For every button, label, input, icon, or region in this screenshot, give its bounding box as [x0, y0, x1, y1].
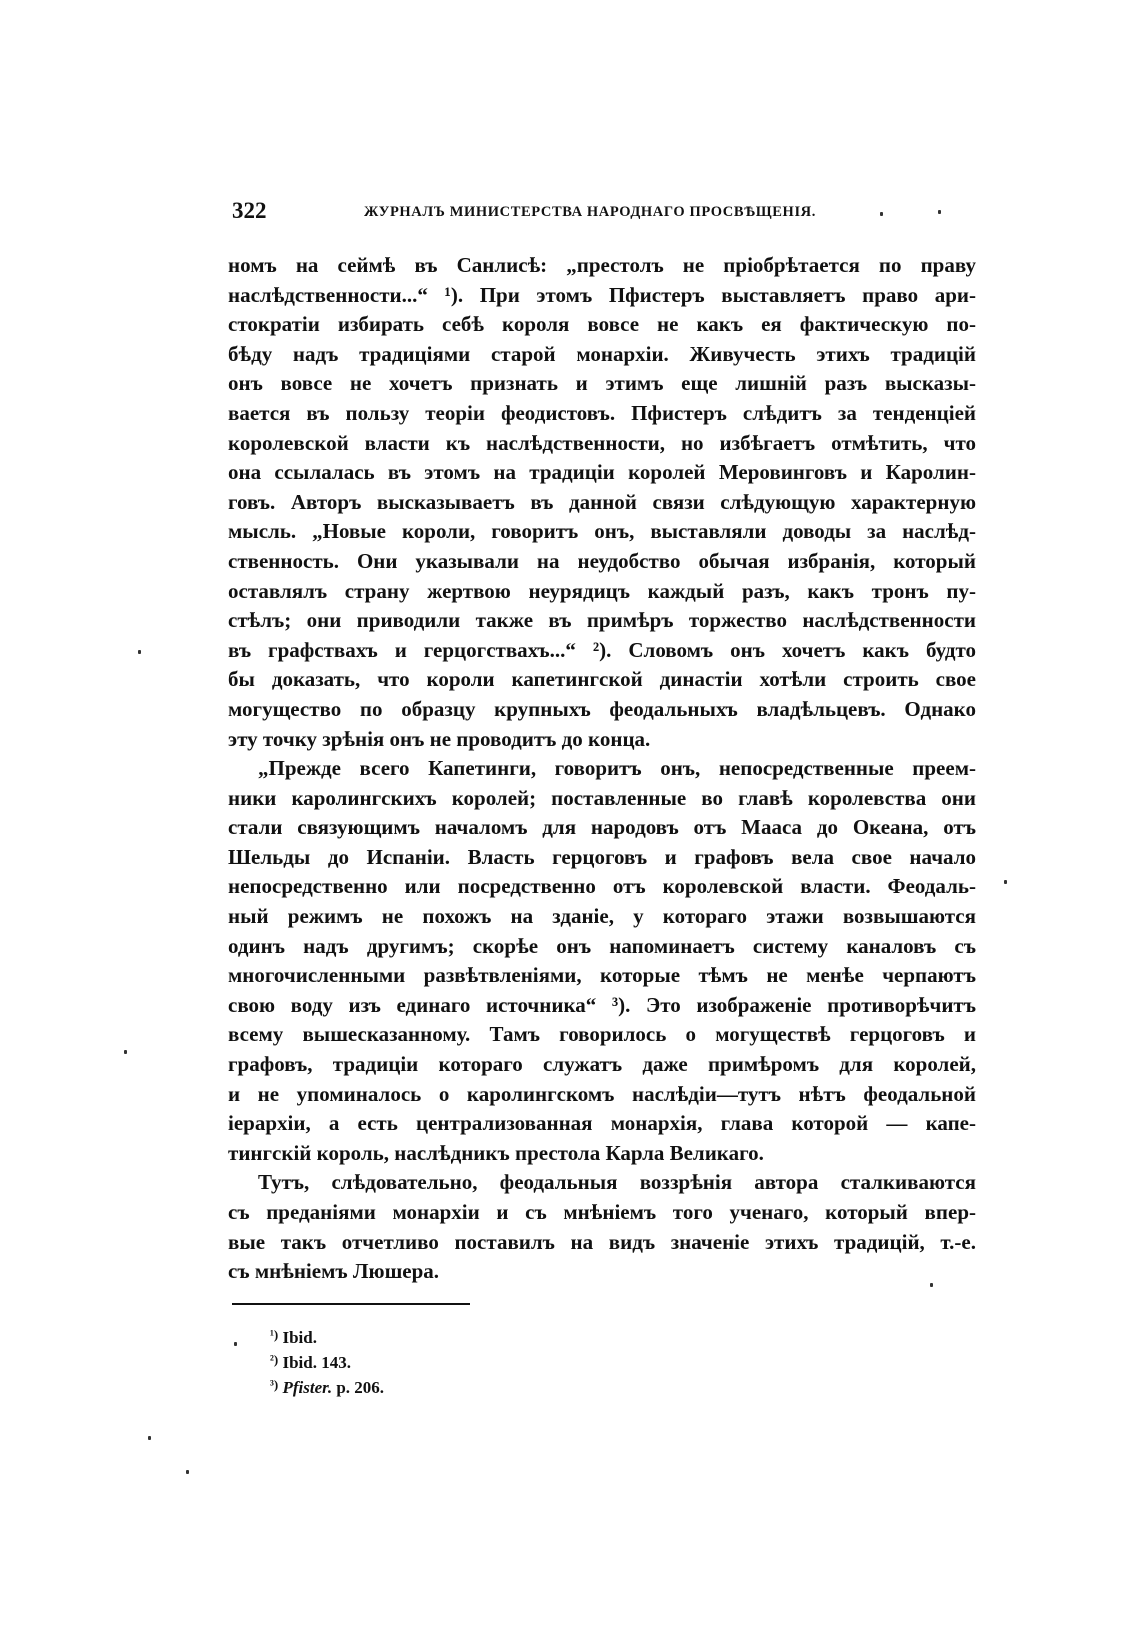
text-line: и не упоминалось о каролингскомъ наслѣдіи—тутъ нѣтъ феодальной	[228, 1081, 976, 1106]
text-line: наслѣдственности...“ ¹). При этомъ Пфистеръ выставляетъ право ари-	[228, 282, 976, 307]
footnote-item	[270, 1372, 570, 1397]
text-line: могущество по образцу крупныхъ феодальныхъ владѣльцевъ. Однако	[228, 696, 976, 721]
text-line: непосредственно или посредственно отъ королевской власти. Феодаль-	[228, 874, 976, 899]
text-line: бы доказать, что короли капетингской династіи хотѣли строить свое	[228, 667, 976, 692]
text-line: мысль. „Новые короли, говоритъ онъ, выставляли доводы за наслѣд-	[228, 519, 976, 544]
scan-speck	[148, 1436, 151, 1440]
footnotes	[270, 1322, 570, 1397]
footnote-text: p. 206.	[332, 1378, 385, 1397]
footnote-item	[270, 1322, 570, 1347]
text-line: онъ вовсе не хочетъ признать и этимъ еще лишній разъ высказы-	[228, 371, 976, 396]
scan-speck	[880, 212, 883, 216]
text-line: одинъ надъ другимъ; скорѣе онъ напоминаетъ систему каналовъ съ	[228, 933, 976, 958]
text-line: въ графствахъ и герцогствахъ...“ ²). Словомъ онъ хочетъ какъ будто	[228, 637, 976, 662]
scan-speck	[124, 1050, 127, 1054]
text-line: ственность. Они указывали на неудобство обычая избранія, который	[228, 548, 976, 573]
text-line: съ преданіями монархіи и съ мнѣніемъ того ученаго, который впер-	[228, 1200, 976, 1224]
text-line: оставлялъ страну жертвою неурядицъ каждый разъ, какъ тронъ пу-	[228, 578, 976, 603]
text-line: вается въ пользу теоріи феодистовъ. Пфистеръ слѣдитъ за тенденціей	[228, 400, 976, 425]
text-line: бѣду надъ традиціями старой монархіи. Живучесть этихъ традицій	[228, 341, 976, 366]
footnote-author: Pfister.	[282, 1378, 333, 1397]
text-line: стѣлъ; они приводили также въ примѣръ торжество наслѣдственности	[228, 608, 976, 633]
text-line: іерархіи, а есть централизованная монархія, глава которой — капе-	[228, 1111, 976, 1136]
text-line: ники каролингскихъ королей; поставленные во главѣ королевства они	[228, 785, 976, 810]
text-line: свою воду изъ единаго источника“ ³). Это изображеніе противорѣчитъ	[228, 992, 976, 1017]
text-line: многочисленными развѣтвленіями, которые тѣмъ не менѣе черпаютъ	[228, 963, 976, 988]
text-line: стали связующимъ началомъ для народовъ отъ Мааса до Океана, отъ	[228, 815, 976, 840]
scan-speck	[138, 650, 141, 654]
text-line: графовъ, традиціи котораго служатъ даже примѣромъ для королей,	[228, 1052, 976, 1077]
footnote-marker: ³)	[270, 1377, 279, 1392]
scan-speck	[186, 1470, 189, 1474]
text-line: стократіи избирать себѣ короля вовсе не какъ ея фактическую по-	[228, 312, 976, 337]
text-line: всему вышесказанному. Тамъ говорилось о могуществѣ герцоговъ и	[228, 1022, 976, 1047]
footnote-text: Ibid. 143.	[282, 1353, 351, 1372]
text-line: „Прежде всего Капетинги, говоритъ онъ, непосредственные преем-	[258, 756, 976, 781]
footnote-text: Ibid.	[282, 1328, 317, 1347]
scan-speck	[930, 1283, 933, 1287]
scan-speck	[1004, 880, 1007, 884]
text-line: она ссылалась въ этомъ на традиціи королей Меровинговъ и Каролин-	[228, 460, 976, 485]
scan-speck	[234, 1342, 237, 1346]
page-header	[232, 198, 980, 234]
footnote-marker: ²)	[270, 1352, 279, 1367]
text-line: вые такъ отчетливо поставилъ на видъ значеніе этихъ традицій, т.-е.	[228, 1229, 976, 1254]
text-line: съ мнѣніемъ Люшера.	[228, 1259, 440, 1284]
text-line: Шельды до Испаніи. Власть герцоговъ и графовъ вела свое начало	[228, 844, 976, 869]
text-line: тингскій король, наслѣдникъ престола Карла Великаго.	[228, 1140, 764, 1165]
text-line: королевской власти къ наслѣдственности, но избѣгаетъ отмѣтить, что	[228, 430, 976, 455]
text-line: номъ на сеймѣ въ Санлисѣ: „престолъ не пріобрѣтается по праву	[228, 253, 976, 277]
text-line: ный режимъ не похожъ на зданіе, у котораго этажи возвышаются	[228, 904, 976, 929]
footnote-item	[270, 1347, 570, 1372]
footnote-divider	[232, 1303, 470, 1305]
running-title: ЖУРНАЛЪ МИНИСТЕРСТВА НАРОДНАГО ПРОСВѢЩЕНІЯ.	[364, 204, 816, 220]
footnote-marker: ¹)	[270, 1327, 279, 1342]
text-line: говъ. Авторъ высказываетъ въ данной связи слѣдующую характерную	[228, 489, 976, 514]
main-text	[228, 251, 976, 1287]
scan-speck	[938, 210, 941, 214]
page-number: 322	[232, 198, 267, 223]
text-line: эту точку зрѣнія онъ не проводитъ до конца.	[228, 726, 651, 751]
text-line: Тутъ, слѣдовательно, феодальныя воззрѣнія автора сталкиваются	[258, 1170, 976, 1195]
